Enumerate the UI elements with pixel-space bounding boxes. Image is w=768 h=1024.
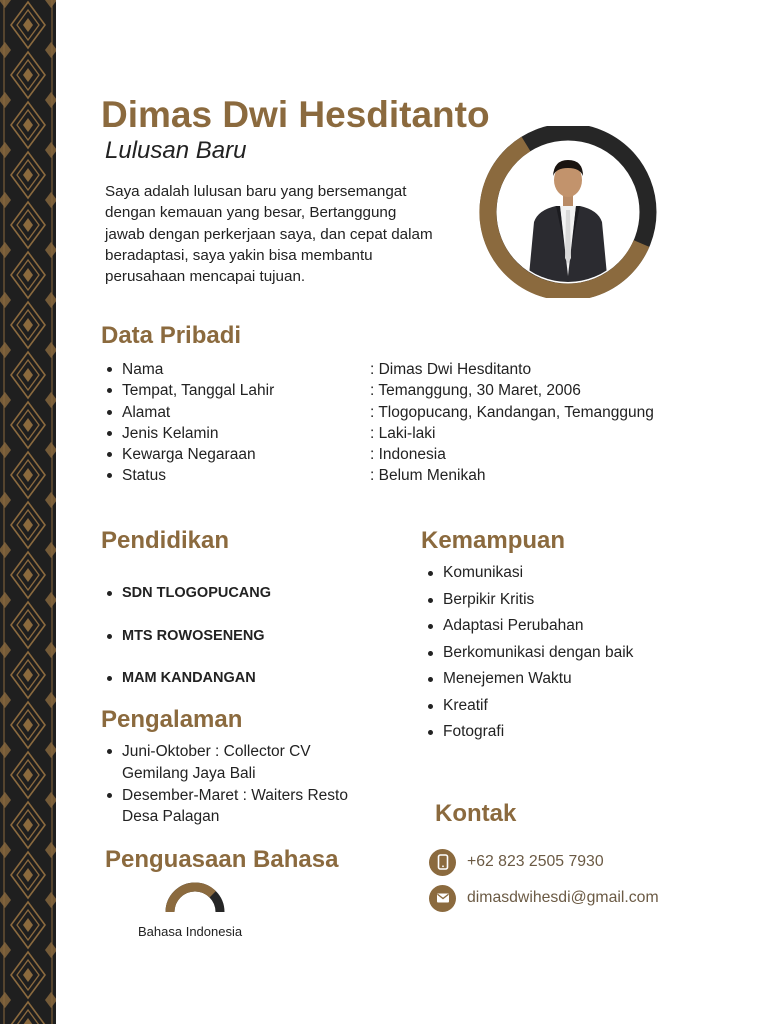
email-address[interactable]: dimasdwihesdi@gmail.com	[467, 889, 659, 906]
contact-email	[429, 884, 659, 912]
section-title-languages: Penguasaan Bahasa	[105, 846, 339, 873]
list-item: Nama : Dimas Dwi Hesditanto	[105, 359, 705, 380]
list-item: MAM KANDANGAN	[105, 668, 271, 711]
list-item: Adaptasi Perubahan	[426, 616, 633, 643]
list-item: Tempat, Tanggal Lahir : Temanggung, 30 Maret, 2006	[105, 380, 705, 401]
decorative-pattern-strip	[0, 0, 56, 1024]
list-item: Juni-Oktober : Collector CV Gemilang Jaya Bali	[105, 741, 365, 785]
candidate-role: Lulusan Baru	[105, 137, 247, 164]
contact-phone	[429, 848, 604, 876]
profile-summary: Saya adalah lulusan baru yang bersemangat dengan kemauan yang besar, Bertanggung jawab dengan perkerjaan saya, dan cepat dalam beradaptasi, saya yakin bisa membantu perusahaan mencapai tujuan.	[105, 183, 433, 286]
phone-number[interactable]: +62 823 2505 7930	[467, 853, 604, 870]
candidate-name: Dimas Dwi Hesditanto	[101, 94, 490, 135]
section-title-experience: Pengalaman	[101, 706, 243, 733]
skills-list	[426, 563, 633, 749]
list-item: Jenis Kelamin : Laki-laki	[105, 423, 705, 444]
list-item: MTS ROWOSENENG	[105, 626, 271, 669]
list-item: Komunikasi	[426, 563, 633, 590]
language-name: Bahasa Indonesia	[138, 924, 243, 939]
mail-icon	[429, 885, 456, 912]
list-item: Kewarga Negaraan : Indonesia	[105, 444, 705, 465]
personal-info-list	[105, 359, 705, 487]
education-list	[105, 583, 271, 711]
list-item: Kreatif	[426, 696, 633, 723]
phone-icon	[429, 849, 456, 876]
language-level-gauge	[162, 880, 228, 916]
list-item: Alamat : Tlogopucang, Kandangan, Temanggung	[105, 402, 705, 423]
list-item: Fotografi	[426, 722, 633, 749]
list-item: Menejemen Waktu	[426, 669, 633, 696]
section-title-skills: Kemampuan	[421, 527, 566, 554]
list-item: Desember-Maret : Waiters Resto Desa Palagan	[105, 785, 365, 829]
section-title-education: Pendidikan	[101, 527, 230, 554]
list-item: SDN TLOGOPUCANG	[105, 583, 271, 626]
experience-list	[105, 741, 365, 828]
list-item: Berkomunikasi dengan baik	[426, 643, 633, 670]
section-title-personal: Data Pribadi	[101, 322, 242, 349]
section-title-contact: Kontak	[435, 800, 517, 827]
list-item: Berpikir Kritis	[426, 590, 633, 617]
list-item: Status : Belum Menikah	[105, 465, 705, 486]
profile-photo	[476, 126, 660, 298]
